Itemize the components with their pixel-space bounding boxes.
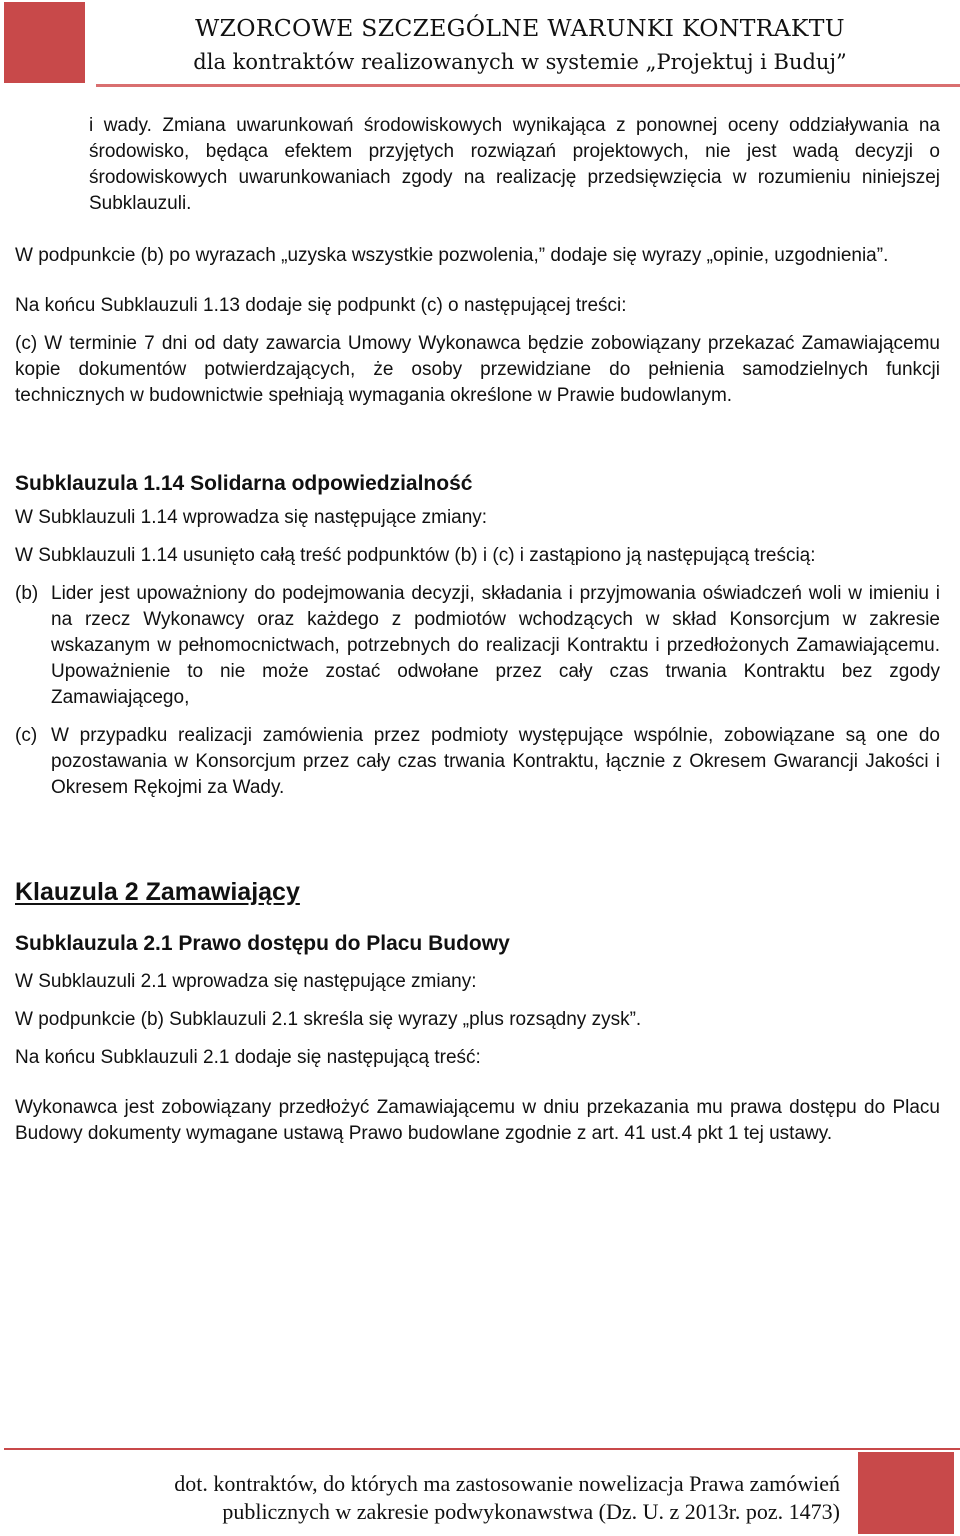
footer-line-2: publicznych w zakresie podwykonawstwa (Dz. U. z 2013r. poz. 1473)	[222, 1499, 840, 1524]
paragraph-point-c: (c) W terminie 7 dni od daty zawarcia Umowy Wykonawca będzie zobowiązany przekazać Zamawiającemu kopie dokumentów potwierdzających, że osoby przewidziane do pełnienia samodzielnych funkcji technicznych w budownictwie spełniają wymagania określone w Prawie budowlanym.	[15, 333, 940, 406]
subclause-2-1-point-b: W podpunkcie (b) Subklauzuli 2.1 skreśla się wyrazy „plus rozsądny zysk”.	[15, 1009, 642, 1030]
list-item-text: Lider jest upoważniony do podejmowania decyzji, składania i przyjmowania oświadczeń woli w imieniu i na rzecz Wykonawcy oraz każdego z podmiotów wchodzących w skład Konsorcjum w zakresie wskazanym w pełnomocnictwach, potrzebnych do realizacji Kontraktu i przedłożonych Zamawiającemu. Upoważnienie to nie może zostać odwołane przez cały czas trwania Kontraktu bez zgody Zamawiającego,	[51, 583, 940, 708]
paragraph-point-c-intro: Na końcu Subklauzuli 1.13 dodaje się podpunkt (c) o następującej treści:	[15, 295, 627, 316]
document-body	[15, 113, 940, 1147]
footer-divider	[4, 1448, 960, 1450]
header-divider	[96, 84, 960, 87]
paragraph-point-b-change: W podpunkcie (b) po wyrazach „uzyska wszystkie pozwolenia,” dodaje się wyrazy „opinie, uzgodnienia”.	[15, 245, 889, 266]
subclause-2-1-addition-intro: Na końcu Subklauzuli 2.1 dodaje się następującą treść:	[15, 1047, 481, 1068]
paragraph-continuation: i wady. Zmiana uwarunkowań środowiskowych wynikająca z ponownej oceny oddziaływania na środowisko, będąca efektem przyjętych rozwiązań projektowych, nie jest wadą decyzji o środowiskowych uwarunkowaniach zgody na realizację przedsięwzięcia w rozumieniu niniejszej Subklauzuli.	[89, 115, 940, 214]
list-item-text: W przypadku realizacji zamówienia przez podmioty występujące wspólnie, zobowiązane są one do pozostawania w Konsorcjum przez cały czas trwania Kontraktu, łącznie z Okresem Gwarancji Jakości i Okresem Rękojmi za Wady.	[51, 725, 940, 798]
footer-line-1: dot. kontraktów, do których ma zastosowanie nowelizacja Prawa zamówień	[174, 1471, 840, 1496]
list-marker: (b)	[15, 583, 39, 604]
subclause-1-14-heading: Subklauzula 1.14 Solidarna odpowiedzialność	[15, 472, 473, 495]
subclause-2-1-addition-text: Wykonawca jest zobowiązany przedłożyć Zamawiającemu w dniu przekazania mu prawa dostępu do Placu Budowy dokumenty wymagane ustawą Prawo budowlane zgodnie z art. 41 ust.4 pkt 1 tej ustawy.	[15, 1097, 940, 1144]
subclause-2-1-intro: W Subklauzuli 2.1 wprowadza się następujące zmiany:	[15, 971, 477, 992]
header-subtitle: dla kontraktów realizowanych w systemie „Projektuj i Buduj”	[193, 50, 847, 74]
list-item-b	[15, 581, 940, 711]
footer-accent-block	[858, 1452, 954, 1534]
subclause-1-14-intro: W Subklauzuli 1.14 wprowadza się następujące zmiany:	[15, 507, 488, 528]
list-item-c	[15, 723, 940, 801]
list-marker: (c)	[15, 725, 38, 746]
header-accent-block	[4, 2, 85, 83]
subclause-1-14-text: W Subklauzuli 1.14 usunięto całą treść podpunktów (b) i (c) i zastąpiono ją następującą treścią:	[15, 545, 816, 566]
clause-2-heading: Klauzula 2 Zamawiający	[15, 878, 300, 906]
subclause-2-1-heading: Subklauzula 2.1 Prawo dostępu do Placu Budowy	[15, 932, 510, 955]
header-title: WZORCOWE SZCZEGÓLNE WARUNKI KONTRAKTU	[195, 14, 845, 42]
